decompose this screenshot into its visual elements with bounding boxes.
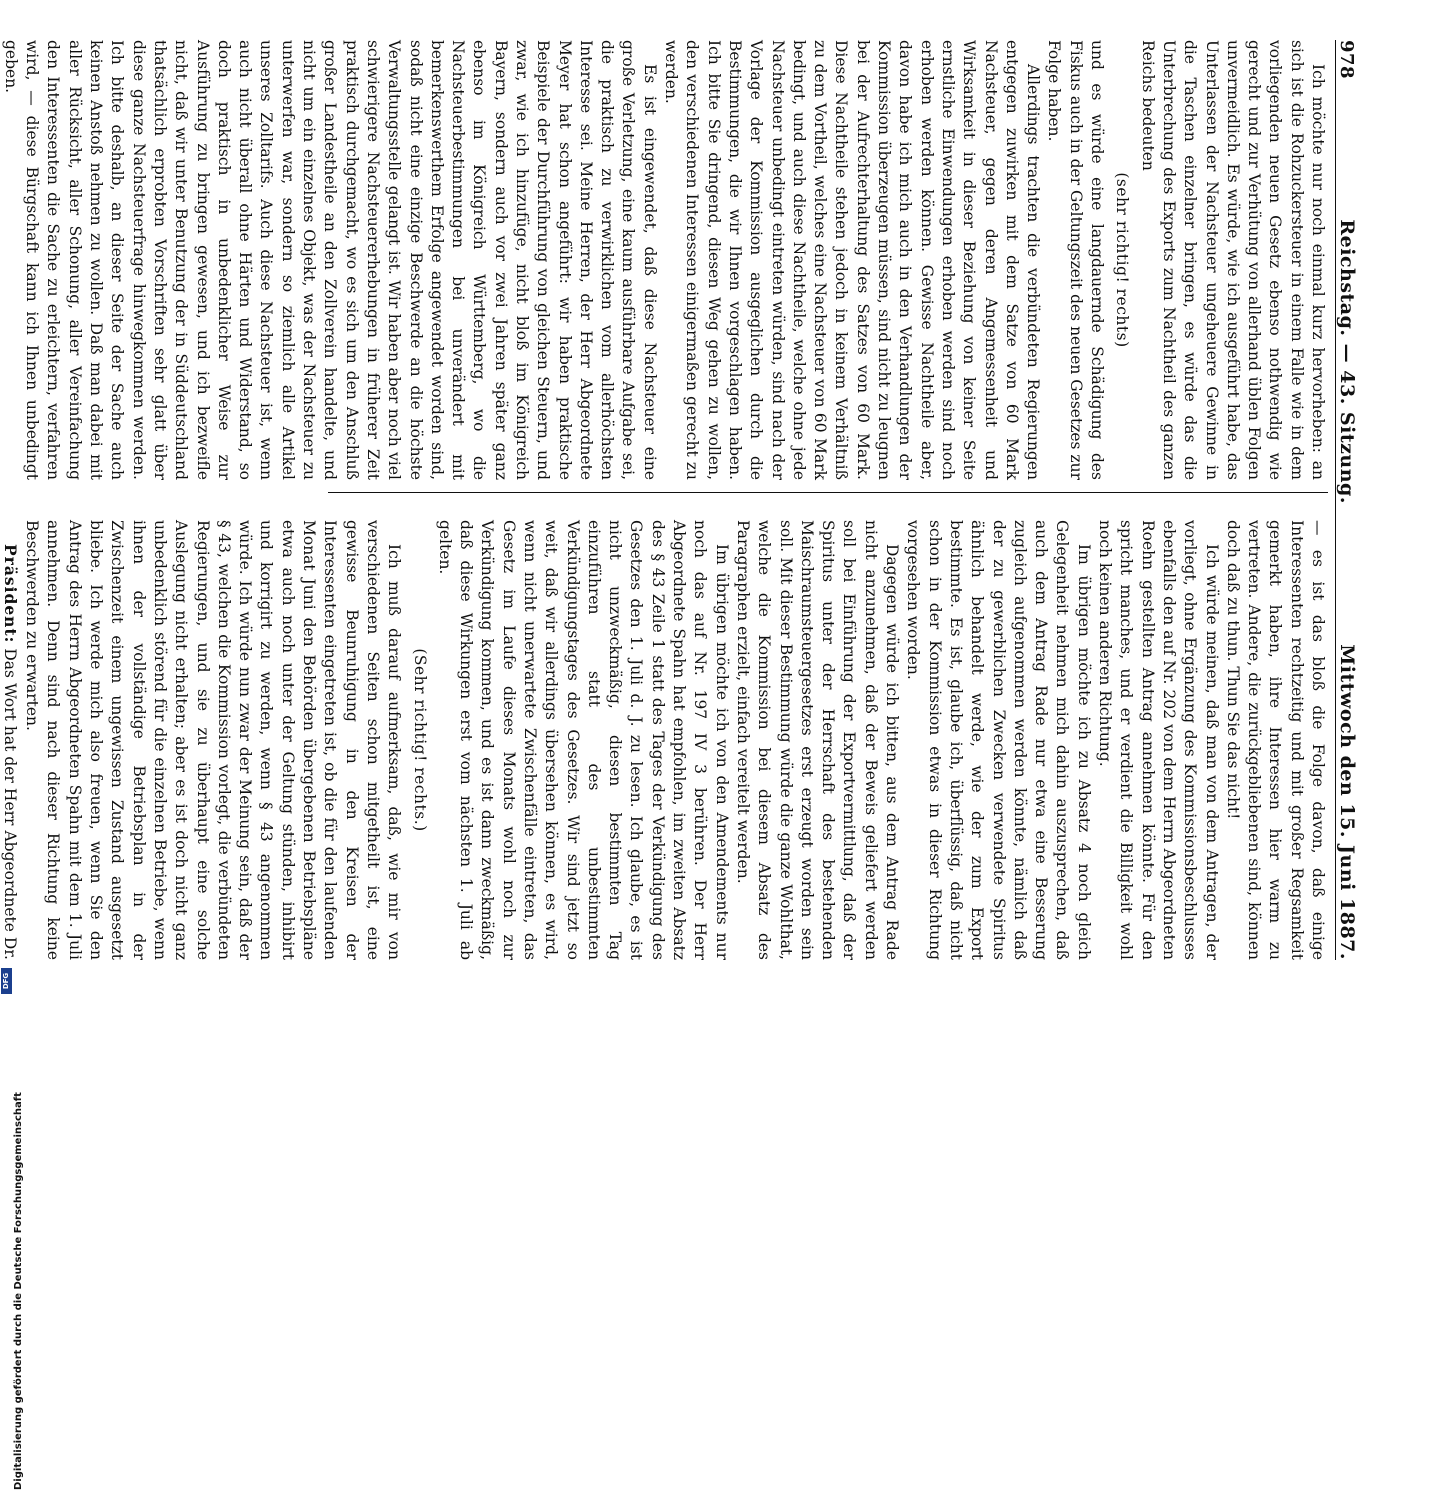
- column-divider: [328, 492, 1328, 493]
- paragraph: Allerdings trachten die verbündeten Regierungen entgegen zuwirken mit dem Satze von 60 Mark Nachsteuer, gegen deren Angemessenheit und Wirksamkeit in dieser Beziehung von keiner Seite ernstliche Einwendungen erhoben werden sind noch erhoben werden können. Gewisse Nachtheile aber, davon habe ich mich auch in den Verhandlungen der Kommission überzeugen müssen, sind nicht zu leugnen bei der Aufrechterhaltung des Satzes von 60 Mark. Diese Nachtheile stehen jedoch in keinem Verhältniß zu dem Vortheil, welches eine Nachsteuer von 60 Mark bedingt, und auch diese Nachtheile, welche ohne jede Nachsteuer unbedingt eintreten würden, sind nach der Vorlage der Kommission ausgeglichen durch die Bestimmungen, die wir Ihnen vorgeschlagen haben. Ich bitte Sie dringend, diesen Weg gehen zu wollen, den verschiedenen Interessen einigermaßen gerecht zu werden.: [662, 40, 1043, 480]
- left-column: [0, 40, 1328, 480]
- funding-notice: Digitalisierung gefördert durch die Deutsche Forschungsgemeinschaft: [13, 1092, 24, 1490]
- speaker-name: Präsident:: [0, 544, 20, 644]
- paragraph: Ich muß darauf aufmerksam, daß, wie mir von verschiedenen Seiten schon mitgetheilt ist, eine gewisse Beunruhigung in den Kreisen der Interessenten eingetreten ist, ob die für den laufenden Monat Juni den Behörden übergebenen Betriebspläne etwa auch noch unter der Geltung stünden, inhibirt und korrigirt zu werden, wenn § 43 angenommen würde. Ich würde nun zwar der Meinung sein, daß der § 43, welchen die Kommission vorlegt, die verbündeten Regierungen, und sie zu überhaupt eine solche Auslegung nicht erhalten; aber es ist doch nicht ganz unbedenklich störend für die einzelnen Betriebe, wenn ihnen der vollständige Betriebsplan in der Zwischenzeit einem ungewissen Zustand ausgesetzt bliebe. Ich werde mich also freuen, wenn Sie den Antrag des Herrn Abgeordneten Spahn mit dem 1. Juli annehmen. Denn sind nach dieser Richtung keine Beschwerden zu erwarten.: [23, 520, 404, 960]
- paragraph: Ich würde meinen, daß man von dem Antragen, der vorliegt, ohne Ergänzung des Kommissionsbeschlusses ebenfalls den auf Nr. 202 von dem Herrn Abgeordneten Roehn gestellten Antrag annehmen könnte. Für den spricht manches, und er verdient die Billigkeit wohl noch keinen anderen Richtung.: [1096, 520, 1221, 960]
- paragraph: Es ist eingewendet, daß diese Nachsteuer eine große Verletzung, eine kaum ausführbare Aufgabe sei, die praktisch zu verwirklichen vom allerhöchsten Interesse sei. Meine Herren, der Herr Abgeordnete Meyer hat schon angeführt: wir haben praktische Beispiele der Durchführung von gleichen Steuern, und zwar, wie ich hinzufüge, nicht bloß im Königreich Bayern, sondern auch vor zwei Jahren später ganz ebenso im Königreich Württemberg, wo die Nachsteuerbestimmungen bei unverändert mit bemerkenswerthem Erfolge angewendet worden sind, sodaß nicht eine einzige Beschwerde an die höchste Verwaltungsstelle gelangt ist. Wir haben aber noch viel schwierigere Nachsteuererhebungen in früherer Zeit praktisch durchgemacht, wo es sich um den Anschluß großer Landestheile an den Zollverein handelte, und nicht um ein einzelnes Objekt, was der Nachsteuer zu unterwerfen war, sondern so ziemlich alle Artikel unseres Zolltarifs. Auch diese Nachsteuer ist, wenn auch nicht überall ohne Härten und Widerstand, so doch praktisch in unbedenklicher Weise zur Ausführung zu bringen gewesen, und ich bezweifle nicht, daß wir unter Benutzung der in Süddeutschland thatsächlich erprobten Vorschriften sehr glatt über diese ganze Nachsteuerfrage hinwegkommen werden. Ich bitte deshalb, an dieser Seite der Sache auch keinen Anstoß nehmen zu wollen. Daß man dabei mit aller Rücksicht, aller Schonung, aller Vereinfachung den Interessenten die Sache zu erleichtern, verfahren wird, — diese Bürgschaft kann ich Ihnen unbedingt geben.: [1, 40, 659, 480]
- paragraph: — es ist das bloß die Folge davon, daß einige Interessenten rechtzeitig und mit großer Regsamkeit gemerkt haben, ihre Interessen hier warm zu vertreten. Andere, die zurückgebliebenen sind, können doch daß zu thun. Thun Sie das nicht!: [1223, 520, 1327, 960]
- right-column: [0, 520, 1328, 960]
- speaker-text: Das Wort hat der Herr Abgeordnete Dr.: [0, 648, 19, 960]
- page-number: 978: [1336, 40, 1357, 80]
- session-date: Mittwoch den 15. Juni 1887.: [1336, 644, 1358, 960]
- interjection: (sehr richtig! rechts): [1113, 172, 1132, 348]
- paragraph: Im übrigen möchte ich zu Absatz 4 noch gleich Gelegenheit nehmen mich dahin auszusprechen, daß auch dem Antrag Rade nur etwa eine Besserung zugleich aufgenommen werden könnte, nämlich daß der zu gewerblichen Zwecken verwendete Spiritus ähnlich behandelt werde, wie der zum Export bestimmte. Es ist, glaube ich, überflüssig, daß nicht schon in der Kommission etwas in dieser Richtung vorgesehen worden.: [904, 520, 1093, 960]
- dfg-logo: DFG: [1, 968, 12, 994]
- paragraph: Ich möchte nur noch einmal kurz hervorheben: an sich ist die Rohzuckersteuer in einem Falle wie in dem vorliegenden neuen Gesetz ebenso nothwendig wie gerecht und zur Verhütung von allerhand üblen Folgen unvermeidlich. Es würde, wie ich ausgeführt habe, das Unterlassen der Nachsteuer ungeheuere Gewinne in die Taschen einzelner bringen, es würde das die Unterbrechung des Exports zum Nachtheil des ganzen Reichs bedeuten: [1138, 40, 1327, 480]
- page-header: [1335, 40, 1372, 960]
- session-title: Reichstag. — 43. Sitzung.: [1336, 219, 1358, 504]
- dfg-credit: [1, 500, 24, 1490]
- interjection: (Sehr richtig! rechts.): [410, 648, 429, 832]
- paragraph: Dagegen würde ich bitten, aus dem Antrag Rade nicht anzunehmen, daß der Beweis geliefert werden soll bei Einführung der Exportvermittlung, daß der Spiritus unter der Herrschaft des bestehenden Maischraumsteuergesetzes erst erzeugt worden sein soll. Mit dieser Bestimmung würde die ganze Wohlthat, welche die Kommission bei diesem Absatz des Paragraphen erzielt, einfach vereitelt werden.: [733, 520, 902, 960]
- paragraph: und es würde eine langdauernde Schädigung des Fiskus auch in der Geltungszeit des neuen Gesetzes zur Folge haben.: [1045, 40, 1107, 480]
- paragraph: Im übrigen möchte ich von den Amendements nur noch das auf Nr. 197 IV 3 berühren. Der Herr Abgeordnete Spahn hat empfohlen, im zweiten Absatz des § 43 Zeile 1 statt des Tages der Verkündigung des Gesetzes den 1. Juli d. J. zu lesen. Ich glaube, es ist nicht unzweckmäßig, diesen bestimmten Tag einzuführen statt des unbestimmten Verkündigungstages des Gesetzes. Wir sind jetzt so weit, daß wir allerdings übersehen können, es wird, wenn nicht unerwartete Zwischenfälle eintreten, das Gesetz im Laufe dieses Monats wohl noch zur Verkündigung kommen, und es ist dann zweckmäßig, daß diese Wirkungen erst vom nächsten 1. Juli ab gelten.: [435, 520, 731, 960]
